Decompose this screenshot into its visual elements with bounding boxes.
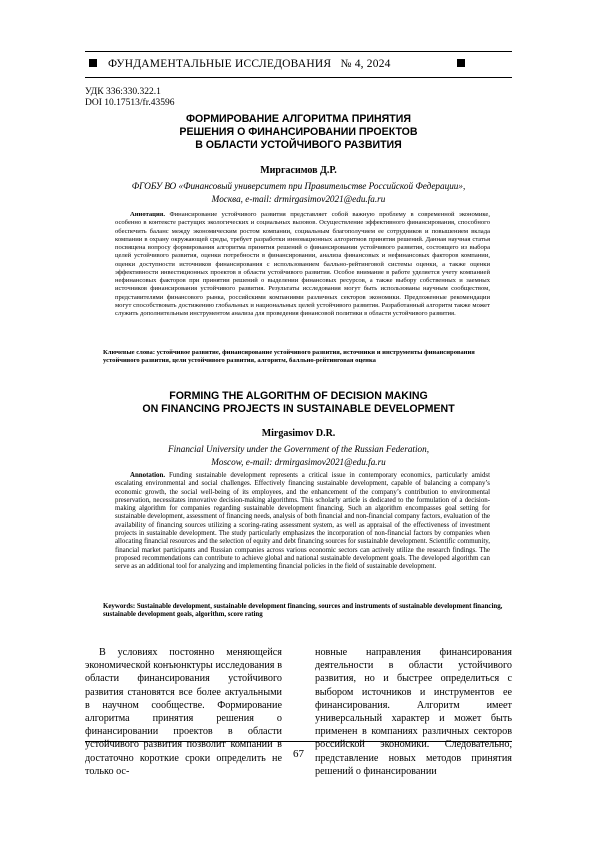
en-keywords <box>103 603 503 620</box>
ru-affiliation-line: Москва, e-mail: drmirgasimov2021@edu.fa.ru <box>211 193 386 204</box>
header-square-left <box>89 59 97 67</box>
udk-code: УДК 336:330.322.1 <box>85 87 161 97</box>
ru-title <box>85 113 512 152</box>
en-abstract-label: Annotation. <box>130 472 166 479</box>
journal-name: ФУНДАМЕНТАЛЬНЫЕ ИССЛЕДОВАНИЯ <box>108 58 332 70</box>
journal-header <box>108 58 448 70</box>
footer-rule <box>85 741 512 742</box>
en-author: Mirgasimov D.R. <box>261 428 336 439</box>
ru-abstract <box>115 211 490 318</box>
body-right-column: новные направления финансирования деятельности в области устойчивого развития, но и быстрее определиться с выбором источников и инструментов ее финансирования. Алгоритм имеет универсальный характер и может быть применен в компаниях различных секторов российской экономики. Следовательно, представление новых методов принятия решений о финансировании <box>315 647 512 777</box>
body-left-column: В условиях постоянно меняющейся экономической конъюнктуры исследования в области финансирования устойчивого развития становятся все более актуальными в научном сообществе. Формирование алгоритма принятия решения о финансировании проектов в области устойчивого развития позволит компании в достаточно короткие сроки определить не только ос- <box>85 647 282 777</box>
en-affiliation-line: Moscow, e-mail: drmirgasimov2021@edu.fa.ru <box>211 456 386 467</box>
ru-abstract-text: Финансирование устойчивого развития представляет собой важную проблему в современной экономике, особенно в контексте растущих экологических и социальных вызовов. Осуществление эффективного финансирования, способного обеспечить баланс между экономическим ростом компании, социальным благополучием ее сотрудников и повышением вклада компании в охрану окружающей среды, требует разработки инновационных алгоритмов принятия решений. Данная научная статья посвящена вопросу формирования алгоритма принятия решений о финансировании устойчивого развития, состоящего из выбора целей устойчивого развития, оценки потребности в финансировании, анализа финансовых и нефинансовых факторов компании, оценки доступности источников финансирования с использованием балльно-рейтинговой системы оценки, а также оценки эффективности инвестиционных проектов в области устойчивого развития. Особое внимание в работе уделяется учету компанией нефинансовых факторов при принятии решений о выделении финансовых ресурсов, а также выбору собственных и заемных источников финансирования устойчивого развития. Результаты исследования могут быть использованы научным сообществом, представителями финансового рынка, российскими компаниями различных секторов экономики. Предложенные рекомендации могут способствовать достижению глобальных и национальных целей устойчивого развития. Разработанный алгоритм также может служить дополнительным инструментом анализа для проведения финансовой политики в области устойчивого развития. <box>115 211 490 317</box>
header-square-right <box>457 59 465 67</box>
ru-affiliation-line: ФГОБУ ВО «Финансовый университет при Правительстве Российской Федерации», <box>131 181 466 191</box>
en-abstract-text: Funding sustainable development represents a critical issue in contemporary economics, particularly amidst escalating environmental and social challenges. Effectively financing sustainable development, capable of balancing a company’s economic growth, the social well-being of its employees, and the enhancement of the company’s contribution to environmental preservation, necessitates innovative decision-making algorithms. This scholarly article is dedicated to the formulation of a decision-making algorithm for companies regarding sustainable development financing. Such an algorithm encompasses goal setting for sustainable development, assessment of financing needs, analysis of both financial and non-financial company factors, evaluation of the availability of financing sources utilizing a scoring-rating assessment system, as well as appraisal of the effectiveness of investment projects in sustainable development. The study particularly emphasizes the incorporation of non-financial factors by companies when allocating financial resources and the selection of equity and debt financing sources for sustainable development. Scientific community, financial market participants and Russian companies across various economic sectors can actively utilize the research findings. The proposed recommendations can contribute to achieve global and national sustainable development goals. The developed algorithm can serve as an additional tool for analyzing and implementing financial policies in the field of sustainable development. <box>115 472 490 571</box>
doi: DOI 10.17513/fr.43596 <box>85 98 175 108</box>
en-title-line: ON FINANCING PROJECTS IN SUSTAINABLE DEVELOPMENT <box>142 403 455 415</box>
header-top-rule <box>85 51 512 52</box>
en-abstract <box>115 472 490 572</box>
en-affiliation <box>85 443 512 468</box>
ru-title-line: ФОРМИРОВАНИЕ АЛГОРИТМА ПРИНЯТИЯ <box>185 113 411 125</box>
en-title-line: FORMING THE ALGORITHM OF DECISION MAKING <box>169 390 428 402</box>
ru-title-line: В ОБЛАСТИ УСТОЙЧИВОГО РАЗВИТИЯ <box>195 139 402 151</box>
ru-keywords <box>103 349 495 366</box>
ru-author: Миргасимов Д.Р. <box>260 165 337 176</box>
en-keywords-label: Keywords: <box>103 603 136 610</box>
ru-abstract-label: Аннотация. <box>130 211 166 218</box>
ru-keywords-label: Ключевые слова: <box>103 349 156 356</box>
ru-keywords-text: устойчивое развитие, финансирование устойчивого развития, источники и инструменты финансирования устойчивого развития, цели устойчивого развития, алгоритм, балльно-рейтинговая оценка <box>103 349 475 365</box>
ru-title-line: РЕШЕНИЯ О ФИНАНСИРОВАНИИ ПРОЕКТОВ <box>179 126 418 138</box>
page-number: 67 <box>293 748 304 760</box>
en-affiliation-line: Financial University under the Government of the Russian Federation, <box>167 444 430 454</box>
ru-affiliation <box>85 180 512 205</box>
header-bottom-rule <box>85 77 512 78</box>
en-title <box>85 390 512 416</box>
journal-issue: № 4, 2024 <box>340 58 391 70</box>
en-keywords-text: Sustainable development, sustainable development financing, sources and instruments of sustainable development financing, sustainable development goals, algorithm, score rating <box>103 603 503 619</box>
